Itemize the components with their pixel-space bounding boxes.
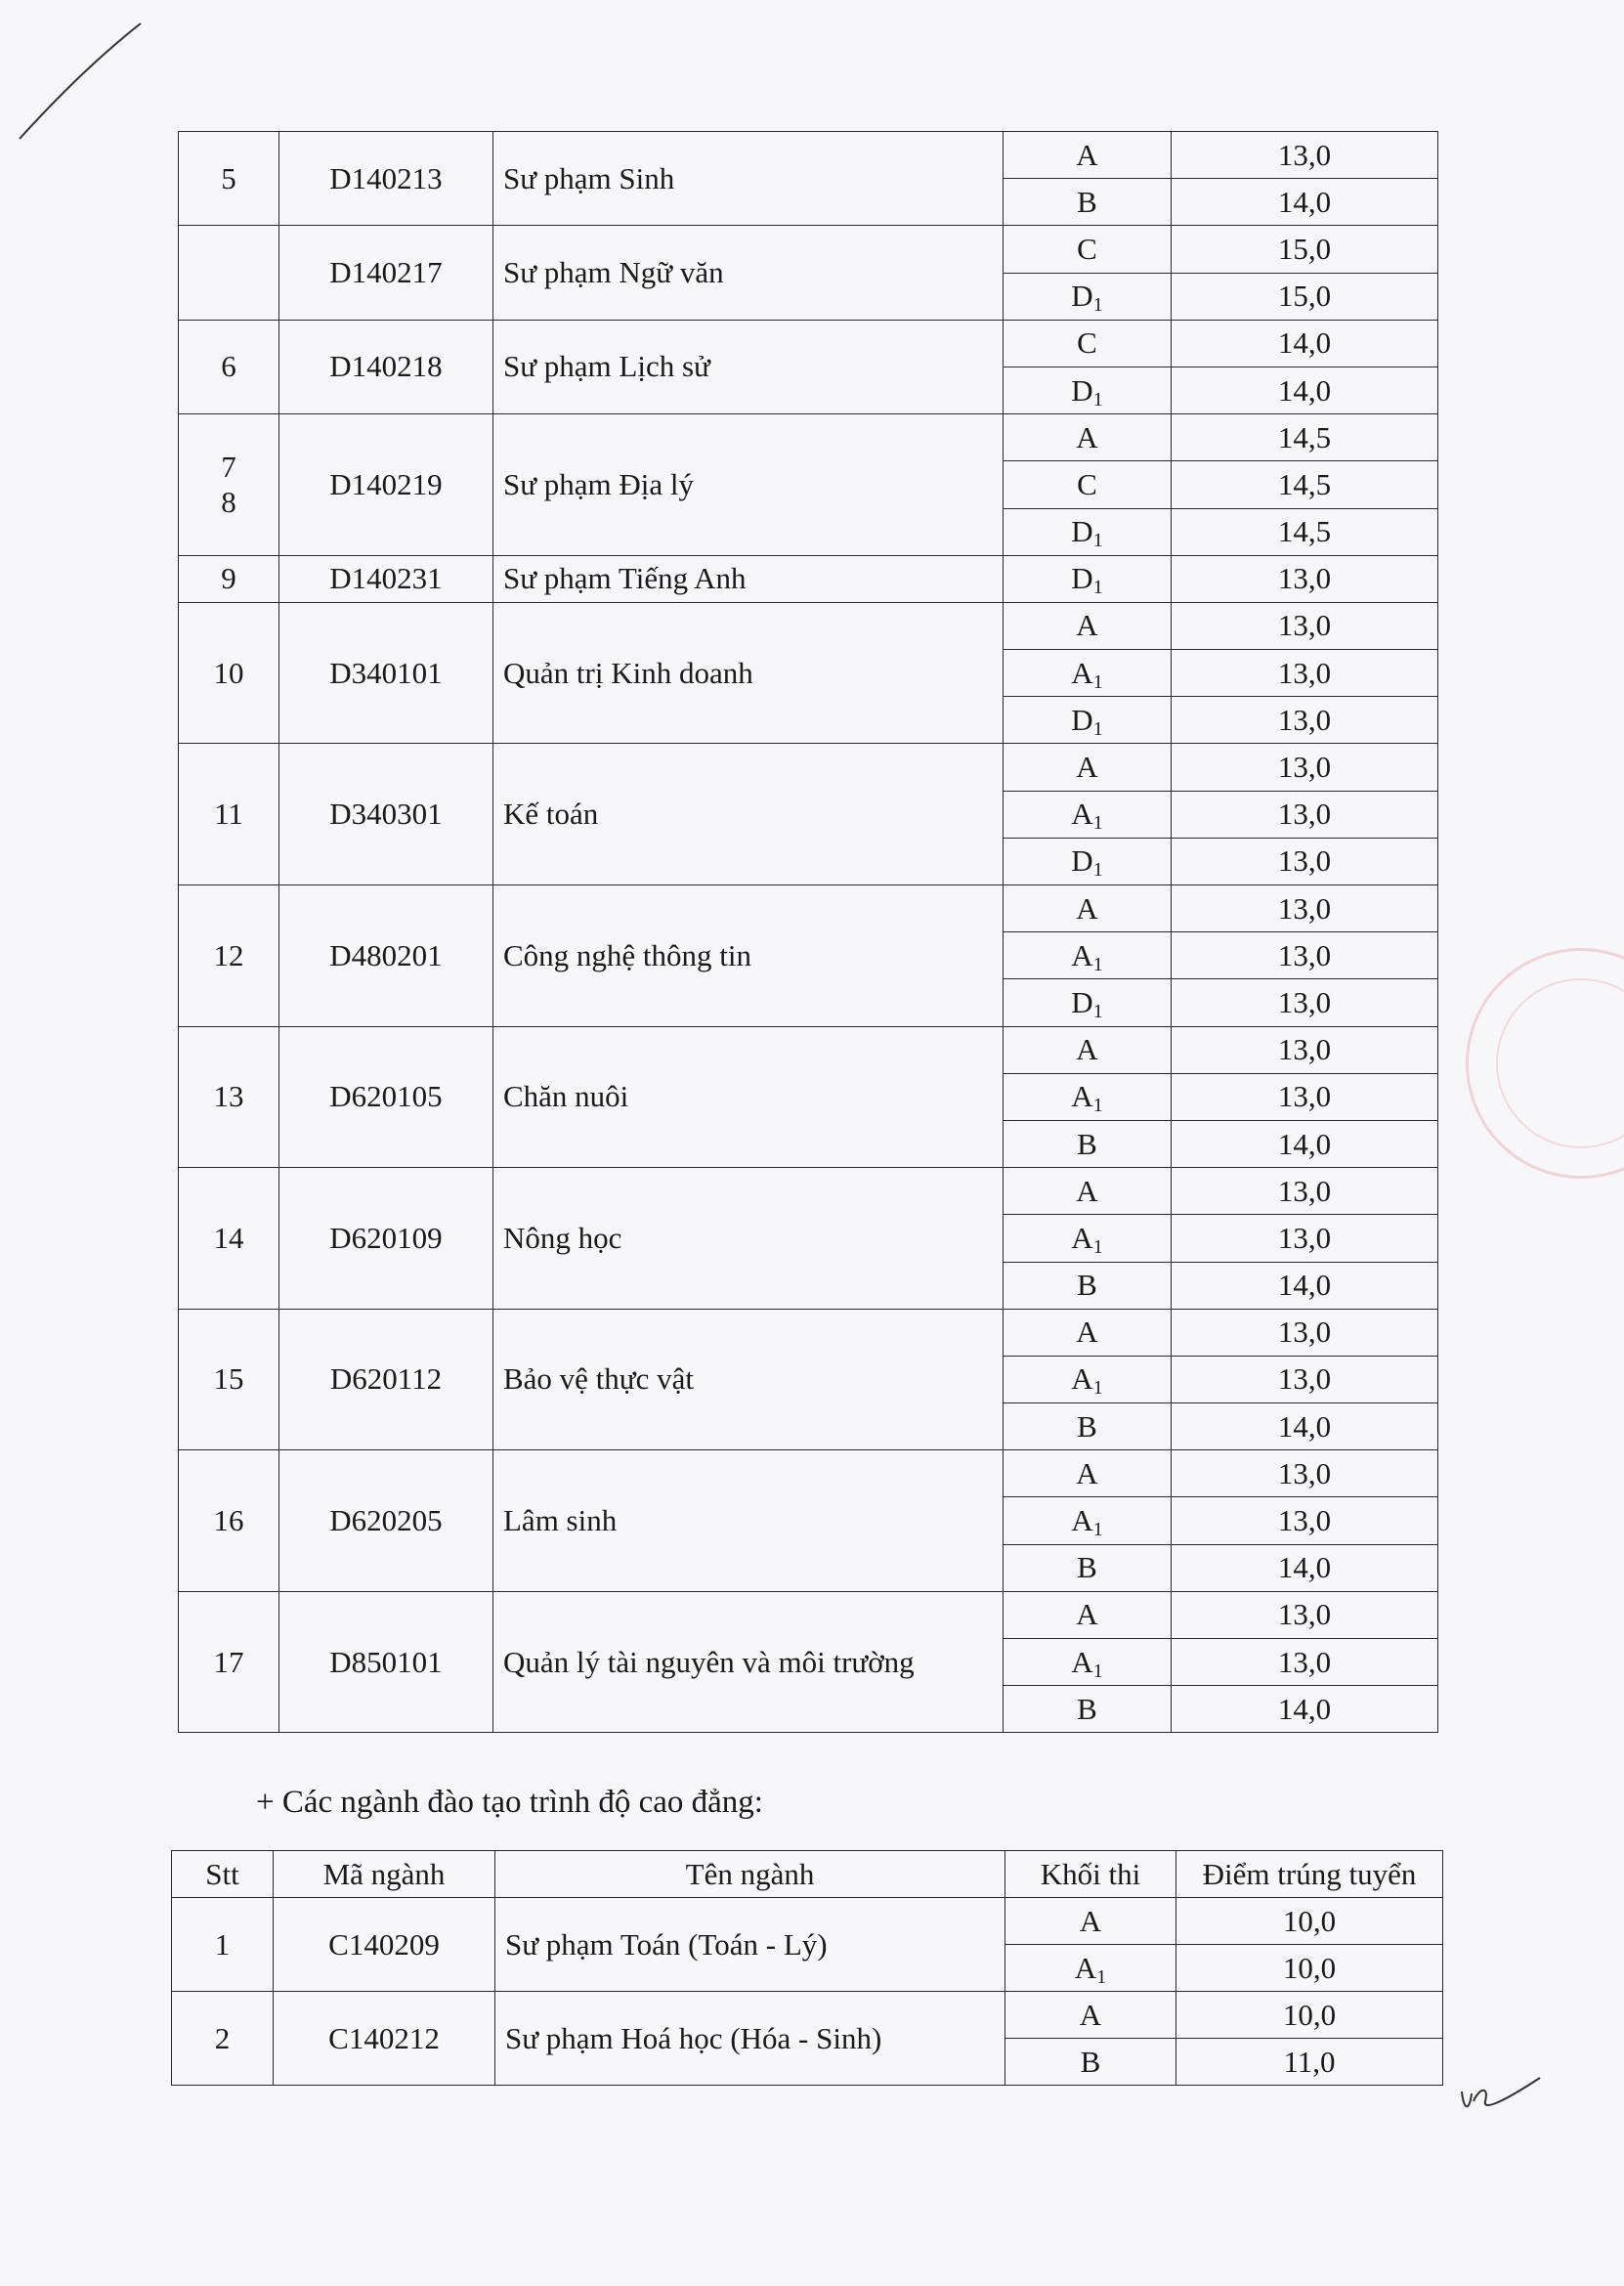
major-name-cell: Quản trị Kinh doanh (493, 602, 1004, 744)
score-cell: 10,0 (1176, 1945, 1443, 1992)
exam-block-cell (1004, 273, 1172, 320)
stt-value: 17 (213, 1644, 244, 1679)
major-code-cell: D620109 (279, 1168, 493, 1310)
exam-block: A (1076, 419, 1098, 454)
exam-block-cell (1004, 650, 1172, 697)
exam-block-subscript: 1 (1092, 1000, 1103, 1022)
table-row (172, 1992, 1443, 2039)
score-cell: 13,0 (1172, 1073, 1438, 1120)
exam-block-cell (1004, 1073, 1172, 1120)
admission-score-table-continued (178, 131, 1438, 1733)
header-block: Khối thi (1005, 1851, 1176, 1898)
table-row (179, 320, 1438, 367)
score-cell: 14,0 (1172, 1686, 1438, 1733)
major-name-cell: Sư phạm Lịch sử (493, 320, 1004, 413)
exam-block: A (1076, 1315, 1098, 1350)
stt-value: 12 (213, 937, 244, 972)
stt-cell (179, 226, 279, 320)
stt-cell (179, 320, 279, 413)
red-stamp-seal (1466, 948, 1624, 1179)
major-name-cell: Nông học (493, 1168, 1004, 1310)
stt-cell (179, 602, 279, 744)
header-name: Tên ngành (495, 1851, 1005, 1898)
exam-block-cell (1004, 1026, 1172, 1073)
exam-block-subscript: 1 (1092, 859, 1103, 882)
exam-block-subscript: 1 (1092, 1095, 1103, 1117)
exam-block: A (1071, 655, 1093, 690)
major-name-cell: Quản lý tài nguyên và môi trường (493, 1591, 1004, 1733)
major-name-cell: Sư phạm Tiếng Anh (493, 555, 1004, 602)
exam-block-cell (1004, 1639, 1172, 1686)
table-row (179, 1168, 1438, 1215)
stt-cell (179, 414, 279, 556)
major-code-cell: C140209 (274, 1898, 495, 1992)
score-cell: 13,0 (1172, 1356, 1438, 1402)
stt-value: 6 (221, 349, 236, 384)
table-row (172, 1898, 1443, 1945)
table-row (179, 602, 1438, 649)
score-cell: 14,5 (1172, 461, 1438, 508)
score-cell: 13,0 (1172, 791, 1438, 838)
corner-pen-stroke (18, 20, 145, 147)
score-cell: 13,0 (1172, 932, 1438, 979)
exam-block: D (1071, 514, 1093, 549)
table-row (179, 132, 1438, 179)
score-cell: 14,0 (1172, 1120, 1438, 1167)
score-cell: 13,0 (1172, 697, 1438, 744)
header-score: Điểm trúng tuyển (1176, 1851, 1443, 1898)
exam-block-cell (1004, 744, 1172, 791)
exam-block-subscript: 1 (1092, 1235, 1103, 1258)
exam-block: A (1071, 1503, 1093, 1538)
stt-value: 8 (221, 484, 236, 519)
exam-block: D (1071, 702, 1093, 737)
exam-block-cell (1004, 132, 1172, 179)
stt-cell (172, 1992, 274, 2086)
score-cell: 15,0 (1172, 273, 1438, 320)
score-cell: 13,0 (1172, 1026, 1438, 1073)
table-body (179, 132, 1438, 1733)
stt-cell (179, 1309, 279, 1450)
exam-block: D (1071, 843, 1093, 879)
table-row (179, 744, 1438, 791)
stt-cell (179, 555, 279, 602)
major-name-cell: Công nghệ thông tin (493, 885, 1004, 1027)
exam-block: A (1071, 937, 1093, 972)
exam-block-cell (1004, 932, 1172, 979)
score-cell: 13,0 (1172, 744, 1438, 791)
score-cell: 14,0 (1172, 1544, 1438, 1591)
exam-block-cell (1004, 1262, 1172, 1309)
exam-block: B (1077, 1408, 1097, 1444)
exam-block: D (1071, 561, 1093, 596)
exam-block-subscript: 1 (1092, 953, 1103, 975)
exam-block: A (1076, 608, 1098, 643)
exam-block: A (1076, 890, 1098, 926)
score-cell: 13,0 (1172, 132, 1438, 179)
score-cell: 14,0 (1172, 179, 1438, 226)
score-cell: 13,0 (1172, 1591, 1438, 1638)
exam-block-subscript: 1 (1092, 1519, 1103, 1541)
stt-cell (172, 1898, 274, 1992)
exam-block-cell (1004, 1120, 1172, 1167)
major-code-cell: D340301 (279, 744, 493, 885)
stt-value: 5 (221, 160, 236, 195)
exam-block-cell (1004, 979, 1172, 1026)
table-row (179, 885, 1438, 932)
exam-block-cell (1004, 885, 1172, 932)
major-name-cell: Kế toán (493, 744, 1004, 885)
exam-block-cell (1004, 697, 1172, 744)
exam-block-subscript: 1 (1092, 717, 1103, 740)
stt-value: 14 (213, 1220, 244, 1255)
score-cell: 13,0 (1172, 602, 1438, 649)
major-code-cell: D620205 (279, 1450, 493, 1592)
exam-block: B (1077, 184, 1097, 219)
exam-block-cell (1004, 414, 1172, 461)
stt-cell (179, 744, 279, 885)
exam-block-subscript: 1 (1092, 577, 1103, 599)
exam-block-cell (1005, 1945, 1176, 1992)
exam-block: A (1079, 1903, 1102, 1938)
exam-block-cell (1005, 1898, 1176, 1945)
score-cell: 14,0 (1172, 320, 1438, 367)
major-name-cell: Sư phạm Ngữ văn (493, 226, 1004, 320)
exam-block: A (1071, 1079, 1093, 1114)
exam-block: A (1076, 750, 1098, 785)
table-body (172, 1898, 1443, 2086)
exam-block-cell (1005, 2039, 1176, 2086)
college-section-caption: + Các ngành đào tạo trình độ cao đẳng: (256, 1785, 763, 1820)
stt-cell (179, 1168, 279, 1310)
score-cell: 14,5 (1172, 508, 1438, 555)
exam-block-cell (1004, 1309, 1172, 1356)
major-code-cell: D850101 (279, 1591, 493, 1733)
exam-block: A (1076, 1032, 1098, 1067)
score-cell: 14,0 (1172, 1262, 1438, 1309)
exam-block: A (1076, 1455, 1098, 1490)
exam-block: D (1071, 279, 1093, 314)
score-cell: 10,0 (1176, 1898, 1443, 1945)
stt-value: 2 (214, 2020, 231, 2055)
major-name-cell: Bảo vệ thực vật (493, 1309, 1004, 1450)
exam-block-cell (1004, 1168, 1172, 1215)
stt-value: 13 (213, 1079, 244, 1114)
score-cell: 13,0 (1172, 650, 1438, 697)
table-row (179, 414, 1438, 461)
major-code-cell: D140219 (279, 414, 493, 556)
exam-block-cell (1004, 1403, 1172, 1450)
score-cell: 13,0 (1172, 1309, 1438, 1356)
major-name-cell: Lâm sinh (493, 1450, 1004, 1592)
exam-block-cell (1004, 508, 1172, 555)
exam-block-cell (1004, 555, 1172, 602)
header-code: Mã ngành (274, 1851, 495, 1898)
exam-block: A (1071, 1644, 1093, 1679)
exam-block-cell (1004, 1544, 1172, 1591)
exam-block-subscript: 1 (1092, 812, 1103, 835)
exam-block: A (1076, 1597, 1098, 1632)
stt-cell (179, 1591, 279, 1733)
score-cell: 13,0 (1172, 1497, 1438, 1544)
stt-value: 15 (213, 1361, 244, 1397)
college-admission-score-table (171, 1850, 1443, 2086)
major-name-cell: Chăn nuôi (493, 1026, 1004, 1168)
major-name-cell: Sư phạm Địa lý (493, 414, 1004, 556)
exam-block-cell (1005, 1992, 1176, 2039)
exam-block-cell (1004, 1686, 1172, 1733)
table-header-row (172, 1851, 1443, 1898)
stt-cell (179, 885, 279, 1027)
exam-block-subscript: 1 (1096, 1965, 1107, 1988)
stt-cell (179, 132, 279, 226)
exam-block: B (1077, 1268, 1097, 1303)
major-code-cell: D340101 (279, 602, 493, 744)
exam-block: B (1077, 1691, 1097, 1726)
exam-block: A (1071, 1361, 1093, 1397)
table-row (179, 1026, 1438, 1073)
stt-value: 11 (214, 797, 243, 832)
score-cell: 13,0 (1172, 555, 1438, 602)
exam-block-cell (1004, 179, 1172, 226)
exam-block: B (1077, 1126, 1097, 1161)
exam-block: A (1079, 1997, 1102, 2032)
exam-block-cell (1004, 367, 1172, 413)
header-stt: Stt (172, 1851, 274, 1898)
table-row (179, 1450, 1438, 1497)
exam-block-cell (1004, 1497, 1172, 1544)
score-cell: 13,0 (1172, 1639, 1438, 1686)
major-name-cell: Sư phạm Hoá học (Hóa - Sinh) (495, 1992, 1005, 2086)
exam-block: B (1080, 2044, 1101, 2079)
exam-block-cell (1004, 1215, 1172, 1262)
score-cell: 13,0 (1172, 1168, 1438, 1215)
exam-block-subscript: 1 (1092, 1377, 1103, 1400)
exam-block: C (1077, 325, 1097, 361)
exam-block-cell (1004, 1450, 1172, 1497)
exam-block-cell (1004, 602, 1172, 649)
major-code-cell: D620112 (279, 1309, 493, 1450)
exam-block: D (1071, 984, 1093, 1019)
score-cell: 11,0 (1176, 2039, 1443, 2086)
stt-value: 10 (213, 655, 244, 690)
exam-block-cell (1004, 226, 1172, 273)
exam-block-cell (1004, 791, 1172, 838)
score-cell: 13,0 (1172, 885, 1438, 932)
stt-value: 16 (213, 1503, 244, 1538)
exam-block: A (1074, 1950, 1097, 1985)
exam-block-cell (1004, 838, 1172, 884)
major-code-cell: D480201 (279, 885, 493, 1027)
table-row (179, 1591, 1438, 1638)
exam-block-cell (1004, 1591, 1172, 1638)
exam-block-subscript: 1 (1092, 388, 1103, 410)
exam-block: A (1071, 797, 1093, 832)
exam-block-cell (1004, 461, 1172, 508)
exam-block: D (1071, 372, 1093, 408)
major-code-cell: D140218 (279, 320, 493, 413)
score-cell: 13,0 (1172, 838, 1438, 884)
major-code-cell: D140231 (279, 555, 493, 602)
major-name-cell: Sư phạm Sinh (493, 132, 1004, 226)
major-code-cell: D620105 (279, 1026, 493, 1168)
exam-block: A (1076, 137, 1098, 172)
exam-block: A (1076, 1173, 1098, 1208)
exam-block: A (1071, 1220, 1093, 1255)
exam-block-subscript: 1 (1092, 294, 1103, 317)
exam-block: C (1077, 466, 1097, 501)
score-cell: 14,0 (1172, 367, 1438, 413)
score-cell: 13,0 (1172, 1450, 1438, 1497)
score-cell: 15,0 (1172, 226, 1438, 273)
table-row (179, 226, 1438, 273)
exam-block: B (1077, 1550, 1097, 1585)
stt-value: 9 (221, 561, 236, 596)
score-cell: 13,0 (1172, 979, 1438, 1026)
table-row (179, 1309, 1438, 1356)
score-cell: 14,0 (1172, 1403, 1438, 1450)
table-row (179, 555, 1438, 602)
stt-value: 1 (214, 1926, 231, 1962)
exam-block-subscript: 1 (1092, 530, 1103, 552)
score-cell: 10,0 (1176, 1992, 1443, 2039)
major-name-cell: Sư phạm Toán (Toán - Lý) (495, 1898, 1005, 1992)
major-code-cell: D140217 (279, 226, 493, 320)
stt-value: 7 (221, 449, 236, 484)
major-code-cell: D140213 (279, 132, 493, 226)
score-cell: 14,5 (1172, 414, 1438, 461)
stt-cell (179, 1450, 279, 1592)
exam-block-cell (1004, 320, 1172, 367)
exam-block: C (1077, 231, 1097, 266)
score-cell: 13,0 (1172, 1215, 1438, 1262)
exam-block-cell (1004, 1356, 1172, 1402)
exam-block-subscript: 1 (1092, 1660, 1103, 1682)
exam-block-subscript: 1 (1092, 670, 1103, 693)
initials-signature-mark (1456, 2072, 1544, 2121)
major-code-cell: C140212 (274, 1992, 495, 2086)
stt-cell (179, 1026, 279, 1168)
